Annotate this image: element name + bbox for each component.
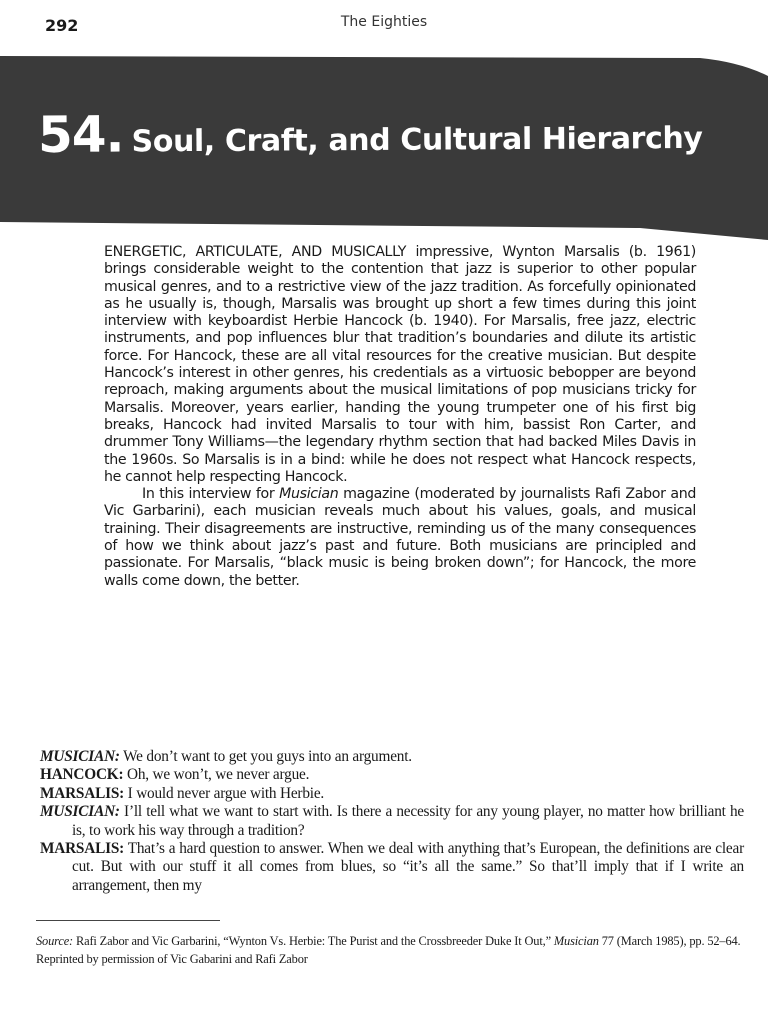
speaker-label: MUSICIAN: xyxy=(40,803,120,821)
page-number: 292 xyxy=(45,16,79,35)
footnote-divider xyxy=(36,920,220,921)
chapter-heading xyxy=(38,102,703,164)
intro-p2-after: magazine (moderated by journalists Rafi Zabor and Vic Garbarini), each musician reveals much about his values, goals, and musical training. Their disagreements are instructive, reminding us of the many consequences of how we think about jazz’s past and future. Both musicians are principled and passionate. For Marsalis, “black music is being broken down”; for Hancock, the more walls come down, the better. xyxy=(104,486,696,589)
speaker-label: MARSALIS: xyxy=(40,840,125,858)
intro-paragraph-2 xyxy=(104,486,696,590)
footnote-text-before: Rafi Zabor and Vic Garbarini, “Wynton Vs. Herbie: The Purist and the Crossbreeder Duke It Out,” xyxy=(73,934,554,948)
source-footnote xyxy=(36,933,748,968)
speech-text: I’ll tell what we want to start with. Is there a necessity for any young player, no matter how brilliant he is, to work his way through a tradition? xyxy=(72,803,744,839)
speech-text: I would never argue with Herbie. xyxy=(124,784,325,802)
interview-line xyxy=(40,748,744,766)
speaker-label: MUSICIAN: xyxy=(40,748,120,765)
footnote-label: Source: xyxy=(36,934,74,948)
chapter-title: Soul, Craft, and Cultural Hierarchy xyxy=(131,120,703,160)
footnote-magazine: Musician xyxy=(553,934,599,948)
interview-line xyxy=(40,803,744,840)
intro-text xyxy=(104,244,696,590)
intro-lead: ENERGETIC, ARTICULATE, AND MUSICALLY xyxy=(104,244,407,260)
running-head: The Eighties xyxy=(340,14,428,30)
interview-line xyxy=(40,785,744,803)
chapter-number: 54. xyxy=(37,105,124,164)
intro-p1-body: impressive, Wynton Marsalis (b. 1961) brings considerable weight to the contention that jazz is superior to other popular musical genres, and to a restrictive view of the jazz tradition. As forcefully opinionated as he usually is, though, Marsalis was brought up short a few times during this joint interview with keyboardist Herbie Hancock (b. 1940). For Marsalis, free jazz, electric instruments, and pop influences blur that tradition’s boundaries and dilute its artistic force. For Hancock, these are all vital resources for the creative musician. But despite Hancock’s interest in other genres, his credentials as a virtuosic bebopper are beyond reproach, making arguments about the musical limitations of pop musicians tricky for Marsalis. Moreover, years earlier, handing the young trumpeter one of his first big breaks, Hancock had invited Marsalis to tour with him, bassist Ron Carter, and drummer Tony Williams—the legendary rhythm section that had backed Miles Davis in the 1960s. So Marsalis is in a bind: while he does not respect what Hancock respects, he cannot help respecting Hancock. xyxy=(104,244,696,485)
intro-paragraph-1 xyxy=(104,244,696,486)
intro-magazine-name: Musician xyxy=(279,486,339,503)
speech-text: We don’t want to get you guys into an argument. xyxy=(119,748,412,765)
interview-line xyxy=(40,766,744,784)
speaker-label: MARSALIS: xyxy=(40,784,125,802)
speech-text: That’s a hard question to answer. When we deal with anything that’s European, the definitions are clear cut. But with our stuff it all comes from blues, so “it’s all the same.” So that’ll imply that if I write an arrangement, then my xyxy=(72,840,744,894)
intro-p2-before: In this interview for xyxy=(142,486,280,503)
interview-line xyxy=(40,840,744,895)
footnote-text-after: 77 (March 1985), pp. 52–64. Reprinted by permission of Vic Gabarini and Rafi Zabor xyxy=(36,934,741,966)
interview-transcript xyxy=(40,748,744,895)
speaker-label: HANCOCK: xyxy=(40,766,124,784)
speech-text: Oh, we won’t, we never argue. xyxy=(123,766,310,784)
